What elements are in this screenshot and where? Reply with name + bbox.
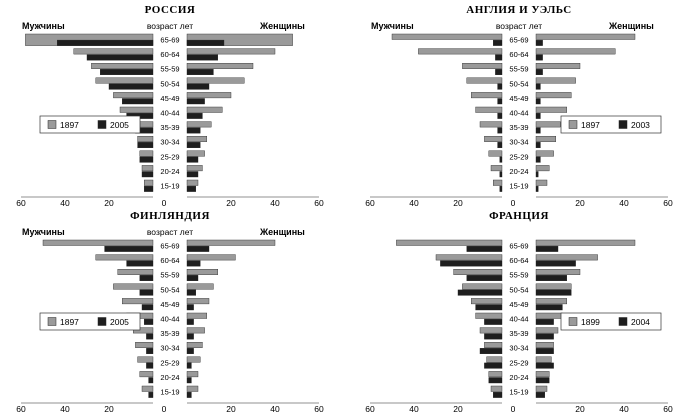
- bar-female-1897-45-49: [187, 298, 209, 304]
- chart-england-wales: [349, 0, 698, 206]
- bar-female-2003-40-44: [536, 113, 540, 119]
- age-label-40-44: 40-44: [160, 314, 180, 324]
- bar-male-1899-55-59: [454, 269, 502, 275]
- x-tick-label: 40: [619, 404, 629, 412]
- age-label-40-44: 40-44: [509, 108, 529, 118]
- bar-male-2005-45-49: [142, 305, 153, 311]
- bar-female-2005-60-64: [187, 55, 218, 61]
- age-label-35-39: 35-39: [160, 329, 180, 339]
- bar-male-1897-55-59: [118, 269, 153, 275]
- age-label-30-34: 30-34: [160, 137, 180, 147]
- bar-male-2005-35-39: [146, 334, 153, 340]
- bar-female-1897-30-34: [187, 342, 202, 348]
- bar-male-1899-30-34: [484, 342, 502, 348]
- age-label-55-59: 55-59: [160, 270, 180, 280]
- bar-male-2005-20-24: [149, 378, 153, 384]
- age-label-55-59: 55-59: [509, 64, 529, 74]
- x-tick-label: 20: [104, 198, 114, 206]
- bar-female-1897-35-39: [536, 122, 560, 128]
- x-tick-label: 20: [226, 198, 236, 206]
- bar-female-1897-65-69: [187, 240, 275, 246]
- bar-female-1897-20-24: [536, 165, 549, 171]
- bar-male-1897-15-19: [493, 180, 502, 186]
- legend: [40, 116, 140, 133]
- age-label-50-54: 50-54: [509, 285, 529, 295]
- bar-female-2005-15-19: [187, 186, 196, 192]
- male-label: Мужчины: [22, 227, 65, 237]
- bar-female-2003-50-54: [536, 84, 540, 90]
- bar-female-2004-50-54: [536, 290, 571, 296]
- legend-label-old: 1897: [60, 120, 79, 130]
- bar-male-2005-55-59: [100, 69, 153, 75]
- bar-male-2005-30-34: [138, 142, 153, 148]
- age-label-40-44: 40-44: [160, 108, 180, 118]
- bar-female-1897-55-59: [187, 63, 253, 68]
- legend-swatch-new: [619, 318, 627, 326]
- bar-male-1897-60-64: [96, 255, 153, 261]
- female-label: Женщины: [260, 21, 305, 31]
- bar-male-2003-55-59: [495, 69, 502, 75]
- bar-female-2004-65-69: [536, 246, 558, 252]
- bar-male-1899-35-39: [480, 328, 502, 334]
- x-tick-label: 20: [575, 198, 585, 206]
- legend-swatch-new: [98, 121, 106, 129]
- x-tick-label: 20: [575, 404, 585, 412]
- bar-male-1897-40-44: [120, 107, 153, 113]
- age-label-15-19: 15-19: [160, 387, 180, 397]
- bar-male-2004-55-59: [467, 275, 502, 281]
- age-label-65-69: 65-69: [160, 241, 180, 251]
- panel-finland: [0, 206, 349, 412]
- age-label-45-49: 45-49: [160, 299, 180, 309]
- legend-swatch-old: [569, 318, 577, 326]
- legend-swatch-new: [98, 318, 106, 326]
- x-tick-label: 40: [270, 198, 280, 206]
- age-label-25-29: 25-29: [160, 358, 180, 368]
- bar-male-2005-25-29: [146, 363, 153, 369]
- bar-male-1899-25-29: [487, 357, 502, 363]
- bar-female-1899-50-54: [536, 284, 571, 290]
- age-label-60-64: 60-64: [160, 256, 180, 266]
- bar-female-2004-45-49: [536, 305, 562, 311]
- bar-male-1897-45-49: [471, 92, 502, 98]
- bar-female-1897-45-49: [536, 92, 571, 98]
- bar-male-1899-65-69: [396, 240, 502, 246]
- bar-female-2003-65-69: [536, 40, 543, 46]
- bar-male-2004-25-29: [484, 363, 502, 369]
- bar-female-1897-15-19: [187, 180, 198, 186]
- bar-male-1897-30-34: [484, 136, 502, 142]
- bar-female-2005-35-39: [187, 128, 200, 134]
- x-tick-label: 20: [226, 404, 236, 412]
- bar-female-1897-50-54: [187, 284, 213, 290]
- age-label-35-39: 35-39: [509, 329, 529, 339]
- bar-male-2004-65-69: [467, 246, 502, 252]
- legend-label-new: 2005: [110, 317, 129, 327]
- bar-female-1899-15-19: [536, 386, 547, 392]
- bar-male-2004-45-49: [476, 305, 502, 311]
- bar-female-1897-40-44: [187, 313, 207, 319]
- age-label-15-19: 15-19: [509, 181, 529, 191]
- bar-male-2003-15-19: [500, 186, 502, 192]
- x-tick-label: 60: [16, 404, 26, 412]
- x-tick-label: 40: [270, 404, 280, 412]
- bar-female-1899-45-49: [536, 298, 567, 304]
- bar-female-1897-55-59: [187, 269, 218, 275]
- bar-female-1897-65-69: [536, 34, 635, 40]
- bar-male-2004-40-44: [484, 319, 502, 325]
- bar-female-2003-20-24: [536, 172, 538, 178]
- x-tick-label: 60: [314, 404, 324, 412]
- x-tick-label: 20: [453, 404, 463, 412]
- bar-female-2005-65-69: [187, 40, 224, 46]
- bar-female-2004-30-34: [536, 348, 554, 354]
- age-label-20-24: 20-24: [509, 372, 529, 382]
- bar-male-1897-55-59: [91, 63, 153, 68]
- bar-male-2005-50-54: [109, 84, 153, 90]
- legend: [561, 313, 661, 330]
- bar-male-2003-50-54: [498, 84, 502, 90]
- legend: [40, 313, 140, 330]
- age-label-30-34: 30-34: [509, 137, 529, 147]
- bar-male-1897-60-64: [74, 49, 153, 55]
- bar-female-2004-35-39: [536, 334, 554, 340]
- panel-france: [349, 206, 698, 412]
- x-tick-label: 60: [314, 198, 324, 206]
- x-tick-label: 0: [510, 404, 516, 412]
- x-tick-label: 60: [663, 198, 673, 206]
- age-label-65-69: 65-69: [160, 35, 180, 45]
- bar-male-1899-50-54: [462, 284, 502, 290]
- chart-france: [349, 206, 698, 412]
- bar-female-1897-20-24: [187, 165, 202, 171]
- bar-male-1897-65-69: [392, 34, 502, 40]
- bar-female-1897-30-34: [187, 136, 207, 142]
- bar-female-1897-40-44: [536, 107, 567, 113]
- age-label-65-69: 65-69: [509, 35, 529, 45]
- bar-male-1897-50-54: [113, 284, 153, 290]
- bar-female-1897-25-29: [187, 151, 205, 157]
- bar-female-1897-15-19: [187, 386, 198, 392]
- legend-label-old: 1897: [581, 120, 600, 130]
- bar-male-1897-15-19: [142, 386, 153, 392]
- bar-female-2003-60-64: [536, 55, 543, 61]
- female-label: Женщины: [260, 227, 305, 237]
- bar-male-1899-15-19: [491, 386, 502, 392]
- age-label-15-19: 15-19: [509, 387, 529, 397]
- bar-female-2005-30-34: [187, 348, 194, 354]
- bar-female-2003-30-34: [536, 142, 540, 148]
- age-label-25-29: 25-29: [509, 152, 529, 162]
- age-label-60-64: 60-64: [509, 50, 529, 60]
- chart-title: ФРАНЦИЯ: [489, 210, 549, 222]
- bar-male-1897-45-49: [122, 298, 153, 304]
- legend-label-new: 2004: [631, 317, 650, 327]
- age-label-55-59: 55-59: [509, 270, 529, 280]
- bar-male-2005-20-24: [142, 172, 153, 178]
- age-label-60-64: 60-64: [160, 50, 180, 60]
- bar-female-2005-40-44: [187, 319, 194, 325]
- bar-female-1899-40-44: [536, 313, 562, 319]
- bar-female-1897-55-59: [536, 63, 580, 68]
- age-label-30-34: 30-34: [160, 343, 180, 353]
- bar-female-2005-30-34: [187, 142, 200, 148]
- bar-female-2003-35-39: [536, 128, 540, 134]
- x-tick-label: 40: [60, 404, 70, 412]
- legend-label-old: 1897: [60, 317, 79, 327]
- bar-female-2004-25-29: [536, 363, 554, 369]
- legend-swatch-old: [569, 121, 577, 129]
- bar-male-2005-15-19: [149, 392, 153, 398]
- bar-male-1897-35-39: [480, 122, 502, 128]
- legend-label-old: 1899: [581, 317, 600, 327]
- bar-female-1897-15-19: [536, 180, 547, 186]
- bar-male-2005-40-44: [144, 319, 153, 325]
- age-header: возраст лет: [146, 21, 194, 31]
- x-tick-label: 40: [409, 404, 419, 412]
- bar-male-1897-45-49: [113, 92, 153, 98]
- age-header: возраст лет: [146, 227, 194, 237]
- bar-female-1897-30-34: [536, 136, 556, 142]
- female-label: Женщины: [609, 21, 654, 31]
- age-label-50-54: 50-54: [160, 285, 180, 295]
- x-tick-label: 0: [510, 198, 516, 206]
- age-label-45-49: 45-49: [160, 93, 180, 103]
- legend-swatch-old: [48, 318, 56, 326]
- bar-male-1899-40-44: [476, 313, 502, 319]
- legend: [561, 116, 661, 133]
- bar-female-1899-65-69: [536, 240, 635, 246]
- x-tick-label: 20: [104, 404, 114, 412]
- bar-male-2003-45-49: [498, 99, 502, 105]
- bar-female-2005-50-54: [187, 84, 209, 90]
- bar-female-2003-25-29: [536, 157, 540, 163]
- bar-male-2003-60-64: [495, 55, 502, 61]
- bar-female-1897-20-24: [187, 371, 198, 377]
- bar-male-1897-25-29: [140, 151, 153, 157]
- age-label-20-24: 20-24: [160, 372, 180, 382]
- bar-male-1897-50-54: [96, 78, 153, 84]
- bar-male-2005-65-69: [105, 246, 153, 252]
- bar-female-1897-60-64: [536, 49, 615, 55]
- bar-male-1897-60-64: [418, 49, 502, 55]
- bar-female-1897-60-64: [187, 255, 235, 261]
- chart-title: ФИНЛЯНДИЯ: [130, 210, 210, 222]
- age-label-65-69: 65-69: [509, 241, 529, 251]
- bar-male-1899-20-24: [489, 371, 502, 377]
- bar-male-1897-30-34: [135, 342, 153, 348]
- chart-russia: [0, 0, 349, 206]
- legend-label-new: 2003: [631, 120, 650, 130]
- bar-male-1897-25-29: [138, 357, 153, 363]
- bar-male-2005-15-19: [144, 186, 153, 192]
- bar-male-2005-45-49: [122, 99, 153, 105]
- bar-male-2004-15-19: [493, 392, 502, 398]
- age-label-50-54: 50-54: [509, 79, 529, 89]
- chart-finland: [0, 206, 349, 412]
- bar-male-2005-60-64: [87, 55, 153, 61]
- bar-female-1897-25-29: [187, 357, 200, 363]
- age-label-15-19: 15-19: [160, 181, 180, 191]
- bar-female-2005-20-24: [187, 378, 191, 384]
- bar-male-1899-60-64: [436, 255, 502, 261]
- bar-male-2005-30-34: [146, 348, 153, 354]
- panel-england-wales: [349, 0, 698, 206]
- male-label: Мужчины: [22, 21, 65, 31]
- bar-female-2005-50-54: [187, 290, 196, 296]
- bar-female-2005-45-49: [187, 305, 194, 311]
- bar-female-1899-20-24: [536, 371, 549, 377]
- x-tick-label: 40: [409, 198, 419, 206]
- legend-label-new: 2005: [110, 120, 129, 130]
- bar-female-2003-45-49: [536, 99, 540, 105]
- bar-male-1899-45-49: [471, 298, 502, 304]
- bar-female-2005-45-49: [187, 99, 205, 105]
- age-label-35-39: 35-39: [509, 123, 529, 133]
- legend-swatch-old: [48, 121, 56, 129]
- bar-male-1897-20-24: [491, 165, 502, 171]
- bar-male-2004-60-64: [440, 261, 502, 267]
- age-label-25-29: 25-29: [509, 358, 529, 368]
- male-label: Мужчины: [371, 21, 414, 31]
- bar-female-1897-40-44: [187, 107, 222, 113]
- bar-female-2004-60-64: [536, 261, 576, 267]
- x-tick-label: 40: [619, 198, 629, 206]
- x-tick-label: 60: [365, 198, 375, 206]
- panel-russia: [0, 0, 349, 206]
- bar-female-1899-30-34: [536, 342, 554, 348]
- bar-male-2005-65-69: [57, 40, 153, 46]
- bar-female-1897-50-54: [536, 78, 576, 84]
- bar-female-2004-55-59: [536, 275, 567, 281]
- bar-female-1899-25-29: [536, 357, 551, 363]
- age-label-35-39: 35-39: [160, 123, 180, 133]
- bar-male-2004-30-34: [480, 348, 502, 354]
- bar-female-1899-60-64: [536, 255, 598, 261]
- bar-female-1897-25-29: [536, 151, 554, 157]
- bar-female-2003-55-59: [536, 69, 543, 75]
- bar-female-2005-40-44: [187, 113, 202, 119]
- bar-female-1897-35-39: [187, 328, 205, 334]
- bar-male-1897-55-59: [462, 63, 502, 68]
- bar-male-1897-20-24: [142, 165, 153, 171]
- bar-female-1897-35-39: [187, 122, 211, 128]
- chart-title: АНГЛИЯ И УЭЛЬС: [466, 4, 572, 16]
- bar-female-1899-55-59: [536, 269, 580, 275]
- x-tick-label: 60: [365, 404, 375, 412]
- chart-title: РОССИЯ: [144, 4, 196, 16]
- x-tick-label: 20: [453, 198, 463, 206]
- legend-swatch-new: [619, 121, 627, 129]
- bar-female-2005-35-39: [187, 334, 194, 340]
- bar-male-2003-30-34: [498, 142, 502, 148]
- bar-female-2004-40-44: [536, 319, 554, 325]
- age-label-20-24: 20-24: [160, 166, 180, 176]
- age-label-45-49: 45-49: [509, 93, 529, 103]
- bar-male-2004-35-39: [484, 334, 502, 340]
- bar-female-1897-50-54: [187, 78, 244, 84]
- bar-male-2005-55-59: [140, 275, 153, 281]
- bar-female-2005-55-59: [187, 69, 213, 75]
- bar-male-2003-25-29: [500, 157, 502, 163]
- x-tick-label: 40: [60, 198, 70, 206]
- bar-male-2005-60-64: [127, 261, 153, 267]
- bar-male-2004-20-24: [489, 378, 502, 384]
- x-tick-label: 60: [663, 404, 673, 412]
- age-label-60-64: 60-64: [509, 256, 529, 266]
- bar-female-1897-45-49: [187, 92, 231, 98]
- bar-female-1897-60-64: [187, 49, 275, 55]
- bar-female-2004-20-24: [536, 378, 549, 384]
- age-label-50-54: 50-54: [160, 79, 180, 89]
- bar-female-2003-15-19: [536, 186, 538, 192]
- age-label-30-34: 30-34: [509, 343, 529, 353]
- bar-male-2004-50-54: [458, 290, 502, 296]
- bar-male-1897-50-54: [467, 78, 502, 84]
- age-label-25-29: 25-29: [160, 152, 180, 162]
- age-label-55-59: 55-59: [160, 64, 180, 74]
- bar-male-2005-50-54: [140, 290, 153, 296]
- age-label-40-44: 40-44: [509, 314, 529, 324]
- bar-female-2005-65-69: [187, 246, 209, 252]
- bar-female-2005-25-29: [187, 363, 191, 369]
- bar-female-2005-15-19: [187, 392, 191, 398]
- bar-female-2005-25-29: [187, 157, 198, 163]
- bar-male-1897-15-19: [144, 180, 153, 186]
- bar-female-2004-15-19: [536, 392, 545, 398]
- bar-male-2003-35-39: [498, 128, 502, 134]
- age-label-45-49: 45-49: [509, 299, 529, 309]
- bar-male-1897-65-69: [43, 240, 153, 246]
- x-tick-label: 60: [16, 198, 26, 206]
- bar-male-2003-40-44: [498, 113, 502, 119]
- bar-male-1897-40-44: [476, 107, 502, 113]
- x-tick-label: 0: [161, 404, 167, 412]
- bar-female-2005-20-24: [187, 172, 198, 178]
- bar-male-2003-65-69: [493, 40, 502, 46]
- age-header: возраст лет: [495, 21, 543, 31]
- bar-female-2005-60-64: [187, 261, 200, 267]
- bar-male-2005-25-29: [140, 157, 153, 163]
- bar-male-2003-20-24: [500, 172, 502, 178]
- bar-male-1897-30-34: [138, 136, 153, 142]
- bar-female-2005-55-59: [187, 275, 198, 281]
- x-tick-label: 0: [161, 198, 167, 206]
- bar-male-1897-20-24: [140, 371, 153, 377]
- bar-female-1899-35-39: [536, 328, 558, 334]
- bar-male-1897-25-29: [489, 151, 502, 157]
- age-label-20-24: 20-24: [509, 166, 529, 176]
